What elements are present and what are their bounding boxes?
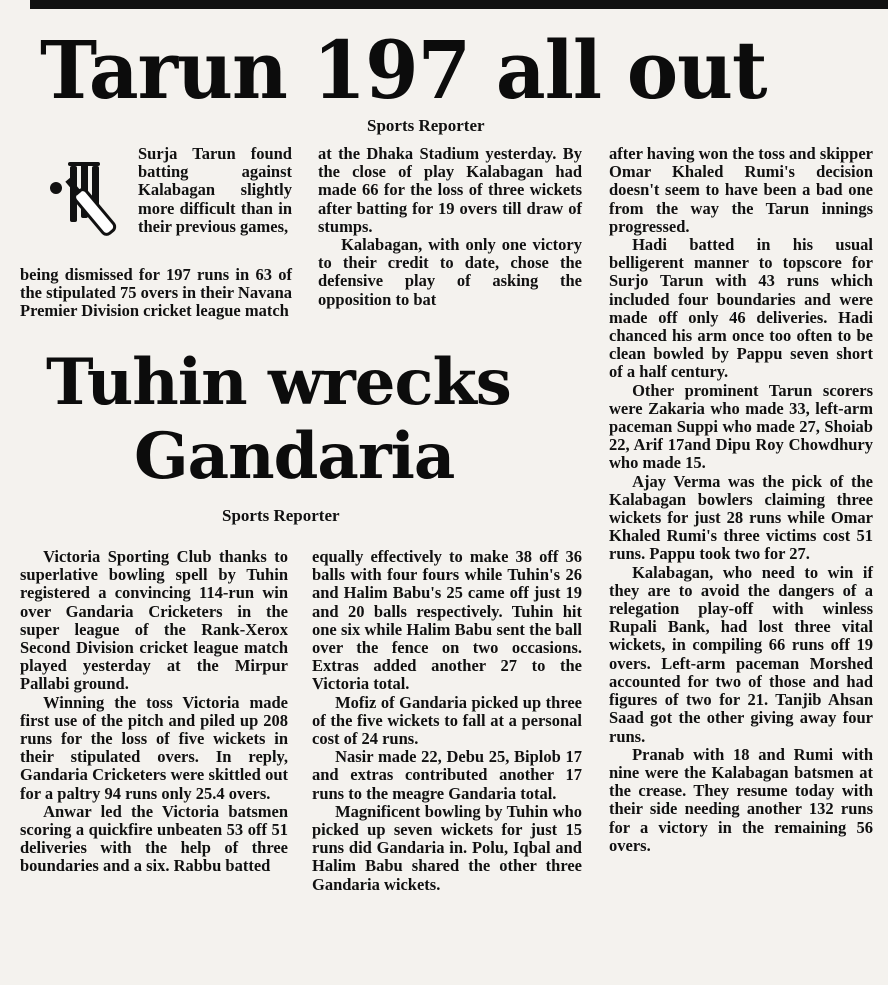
- paragraph: Kalabagan, who need to win if they are to avoid the dangers of a relegation play-off with winless Rupali Bank, had lost three vital wickets, in compiling 66 runs off 19 overs. Left-arm paceman Morshed accounted for two of those and had figures of two for 21. Tanjib Ahsan Saad got the other giving away four runs.: [609, 562, 873, 746]
- paragraph: Anwar led the Victoria batsmen scoring a quickfire unbeaten 53 off 51 deliveries with the help of three boundaries and a six. Rabbu batted: [20, 801, 288, 876]
- paragraph: Winning the toss Victoria made first use of the pitch and piled up 208 runs for the loss of five wickets in their stipulated overs. In reply, Gandaria Cricketers were skittled out for a paltry 94 runs only 25.4 overs.: [20, 692, 288, 803]
- headline-tuhin-line1: Tuhin wrecks: [46, 345, 511, 420]
- paragraph: Nasir made 22, Debu 25, Biplob 17 and extras contributed another 17 runs to the meagre Gandaria total.: [312, 747, 582, 803]
- paragraph: Mofiz of Gandaria picked up three of the five wickets to fall at a personal cost of 24 runs.: [312, 692, 582, 749]
- paragraph: Other prominent Tarun scorers were Zakaria who made 33, left-arm paceman Suppi who made 27, Shoiab 22, Arif 17and Dipu Roy Chowdhury who made 15.: [609, 380, 873, 473]
- article1-intro-text: Surja Tarun found batting against Kalabagan slightly more difficult than in their previous games,: [138, 144, 292, 236]
- article1-col1-text: being dismissed for 197 runs in 63 of the stipulated 75 overs in their Navana Premier Division cricket league match: [20, 265, 292, 321]
- article1-column-3: [609, 145, 873, 855]
- paragraph: Victoria Sporting Club thanks to superlative bowling spell by Tuhin registered a convincing 114-run win over Gandaria Cricketers in the super league of the Rank-Xerox Second Division cricket league match played yesterday at the Mirpur Pallabi ground.: [20, 547, 288, 694]
- paragraph: Pranab with 18 and Rumi with nine were the Kalabagan batsmen at the crease. They resume today with their side needing another 132 runs for a victory in the remaining 56 overs.: [609, 744, 873, 855]
- cricket-stumps-bat-icon: [48, 158, 130, 242]
- top-rule: [30, 0, 888, 9]
- article1-column-2: [318, 145, 582, 309]
- article2-column-1: [20, 548, 288, 876]
- paragraph: Hadi batted in his usual belligerent manner to topscore for Surjo Tarun with 43 runs which included four boundaries and were made off only 46 deliveries. Hadi chanced his arm once too often to be clean bowled by Pappu seven short of a half century.: [609, 235, 873, 382]
- paragraph: equally effectively to make 38 off 36 balls with four fours while Tuhin's 26 and Halim Babu's 25 came off just 19 and 20 balls respectively. Tuhin hit one six while Halim Babu sent the ball over the fence on two occasions. Extras added another 27 to the Victoria total.: [312, 547, 582, 694]
- byline-article1: Sports Reporter: [367, 116, 485, 135]
- headline-tarun: Tarun 197 all out: [40, 23, 767, 117]
- headline-tuhin-line2: Gandaria: [134, 419, 455, 494]
- paragraph: Magnificent bowling by Tuhin who picked up seven wickets for just 15 runs did Gandaria in. Polu, Iqbal and Halim Babu shared the other three Gandaria wickets.: [312, 801, 582, 894]
- byline-article2: Sports Reporter: [222, 506, 340, 525]
- article2-column-2: [312, 548, 582, 894]
- paragraph: at the Dhaka Stadium yesterday. By the close of play Kalabagan had made 66 for the loss of three wickets after batting for 19 overs till draw of stumps.: [318, 144, 582, 236]
- article1-column-1: [20, 266, 292, 321]
- paragraph: after having won the toss and skipper Omar Khaled Rumi's decision doesn't seem to have been a bad one from the way the Tarun innings progressed.: [609, 144, 873, 236]
- paragraph: Ajay Verma was the pick of the Kalabagan bowlers claiming three wickets for just 28 runs while Omar Khaled Rumi's three victims cost 51 runs. Pappu took two for 27.: [609, 471, 873, 564]
- article1-intro: [138, 145, 292, 236]
- paragraph: Kalabagan, with only one victory to their credit to date, chose the defensive play of asking the opposition to bat: [318, 235, 582, 309]
